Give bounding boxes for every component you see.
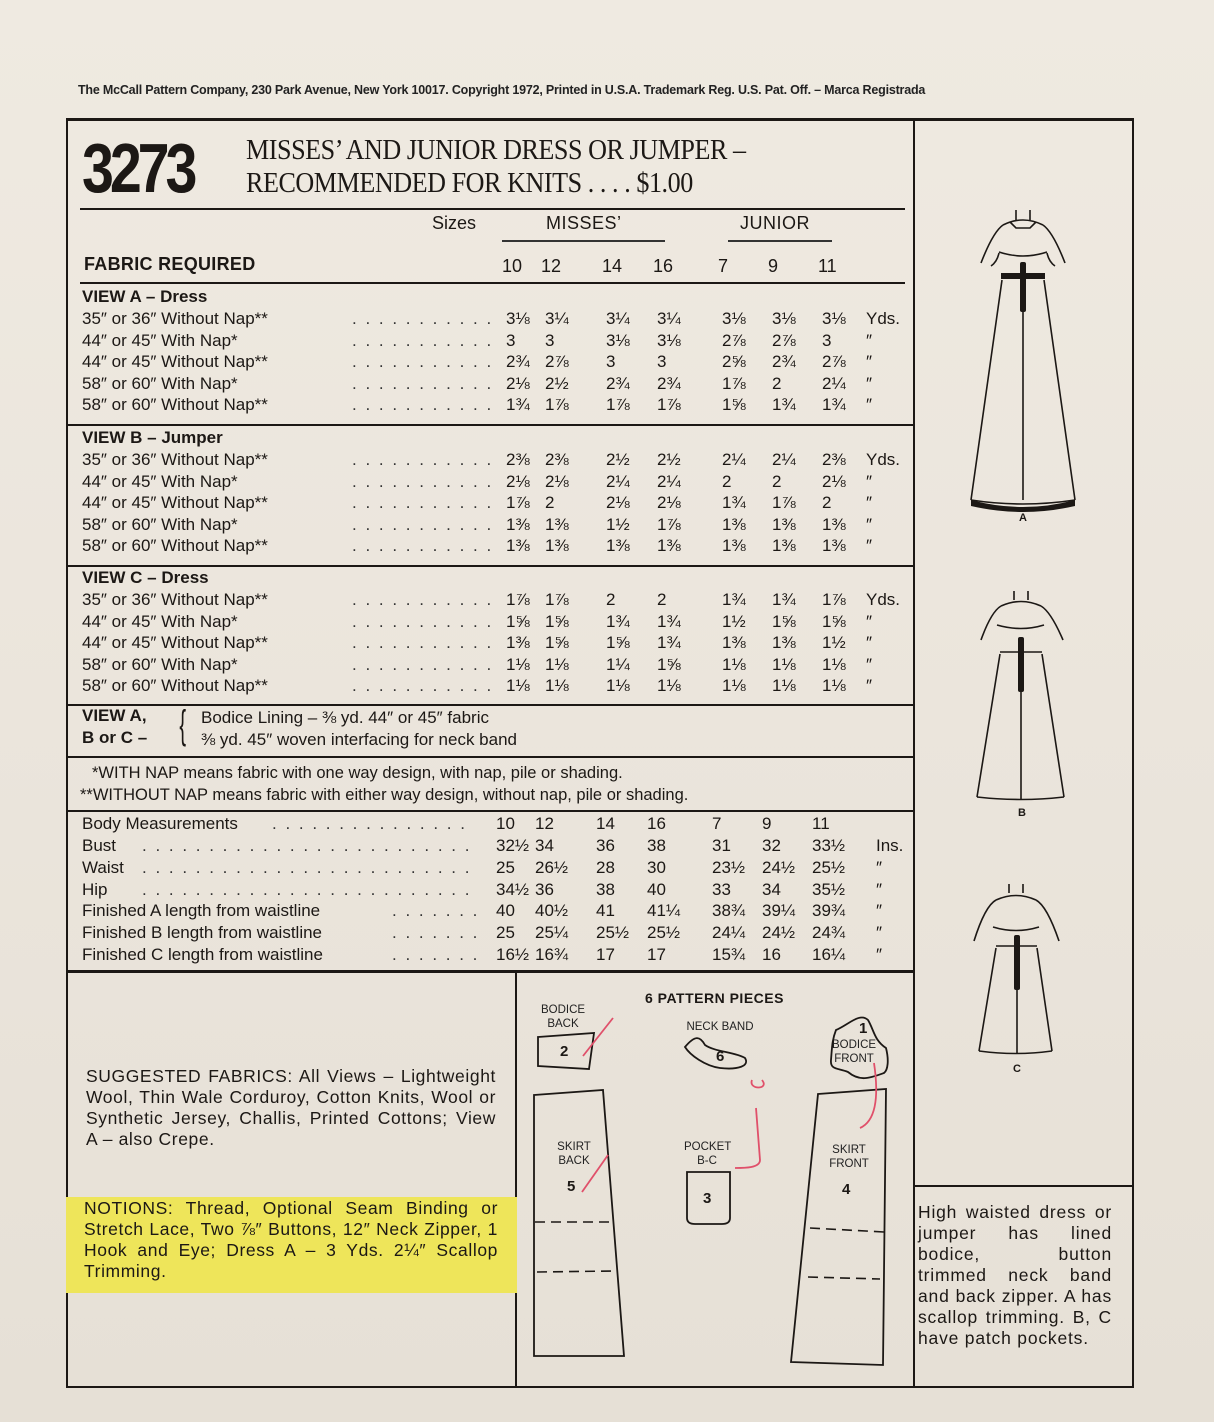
leader-dots: . . . . . . . . . . . [352,536,494,556]
misses-label: MISSES’ [546,213,622,233]
yardage-cell: 1⅞ [657,514,681,534]
measurement-cell: 38 [596,879,615,899]
measurement-cell: 34½ [496,879,530,899]
piece-number-4: 4 [842,1181,851,1198]
with-nap-note: *WITH NAP means fabric with one way design, with nap, pile or shading. [92,764,623,782]
yardage-cell: 1⅜ [822,514,846,534]
unit-label: ″ [866,395,873,415]
yardage-cell: 3 [506,330,516,350]
yardage-cell: 1¾ [772,590,796,609]
measurement-cell: 23½ [712,857,746,877]
pattern-description: High waisted dress or jumper has lined bodice, button trimmed neck band and back zipper. A has scallop trimming. B, C have patch pockets. [918,1202,1112,1348]
leader-dots: . . . . . . . . . . . [352,450,494,469]
yardage-cell: 1½ [606,514,630,534]
size-cell: 12 [535,814,554,833]
row-label: 58″ or 60″ With Nap* [82,373,238,393]
lining-line-2: ⅜ yd. 45″ woven interfacing for neck band [201,730,517,749]
row-label: 58″ or 60″ With Nap* [82,654,238,674]
yardage-cell: 1¾ [657,611,681,631]
yardage-cell: 2⅛ [657,493,681,513]
leader-dots: . . . . . . . . . . . [352,352,494,372]
leader-dots: . . . . . . . . . . . [352,395,494,415]
view-title: VIEW B – Jumper [82,428,223,447]
unit-label: ″ [876,901,883,921]
yardage-cell: 2½ [606,450,630,469]
yardage-cell: 1¾ [606,611,630,631]
yardage-cell: 3⅛ [722,309,746,328]
row-label: 35″ or 36″ Without Nap** [82,590,268,609]
yardage-cell: 1⅜ [772,536,796,556]
unit-label: ″ [876,945,883,964]
yardage-cell: 3 [606,352,616,372]
unit-label: Yds. [866,309,901,328]
yardage-cell: 3¼ [606,309,630,328]
leader-dots: . . . . . . . [392,923,480,943]
row-label: 58″ or 60″ Without Nap** [82,536,268,556]
yardage-cell: 1⅛ [606,676,630,696]
yardage-cell: 3⅛ [606,330,630,350]
row-label: Body Measurements [82,814,238,833]
size-column-header: 10 [502,256,523,276]
unit-label: Yds. [866,450,901,469]
yardage-cell: 2⅞ [772,330,796,350]
leader-dots: . . . . . . . . . . . [352,373,494,393]
unit-label: Ins. [876,836,904,855]
leader-dots: . . . . . . . . . . . [352,590,494,609]
yardage-cell: 2¾ [606,373,630,393]
row-label: Waist [82,857,124,877]
piece-number-5: 5 [567,1178,576,1195]
row-label: 44″ or 45″ Without Nap** [82,633,268,653]
skirt-front-label: SKIRT FRONT [829,1144,869,1170]
junior-label: JUNIOR [740,213,810,233]
measurement-cell: 34 [762,879,781,899]
piece-number-2: 2 [560,1043,569,1060]
view-b-dress-icon [977,591,1064,800]
leader-dots: . . . . . . . . . . . [352,654,494,674]
yardage-cell: 3⅛ [822,309,846,328]
view-b-letter: B [1018,807,1026,819]
measurement-cell: 16 [762,945,781,964]
yardage-cell: 2 [772,373,782,393]
unit-label: ″ [866,633,873,653]
size-column-header: 16 [653,256,674,276]
measurement-cell: 24¾ [812,923,846,943]
measurement-cell: 32½ [496,836,530,855]
yardage-cell: 2⅞ [822,352,846,372]
leader-dots: . . . . . . . . . . . [352,493,494,513]
yardage-cell: 1⅛ [772,654,796,674]
leader-dots: . . . . . . . . . . . . . . . [272,814,467,833]
size-cell: 10 [496,814,515,833]
yardage-cell: 3¼ [657,309,681,328]
measurement-cell: 17 [647,945,666,964]
yardage-cell: 3¼ [545,309,569,328]
row-label: Finished A length from waistline [82,901,321,921]
row-label: Hip [82,879,108,899]
row-label: Finished C length from waistline [82,945,323,964]
measurement-cell: 40½ [535,901,569,921]
measurement-cell: 31 [712,836,731,855]
yardage-cell: 3⅛ [657,330,681,350]
yardage-cell: 2⅜ [545,450,569,469]
yardage-cell: 2 [772,471,782,491]
row-label: 58″ or 60″ Without Nap** [82,676,268,696]
yardage-cell: 2⅜ [822,450,846,469]
measurement-cell: 25 [496,857,515,877]
measurement-cell: 34 [535,836,554,855]
leader-dots: . . . . . . . . . . . [352,633,494,653]
yardage-cell: 2⅛ [506,373,530,393]
yardage-cell: 1½ [722,611,746,631]
leader-dots: . . . . . . . . . . . [352,309,494,328]
yardage-cell: 2⅞ [545,352,569,372]
row-label: Bust [82,836,117,855]
without-nap-note: **WITHOUT NAP means fabric with either way design, without nap, pile or shading. [80,786,689,804]
yardage-cell: 2¾ [772,352,796,372]
row-label: 35″ or 36″ Without Nap** [82,450,268,469]
yardage-cell: 1⅝ [722,395,746,415]
title-line-1: MISSES’ AND JUNIOR DRESS OR JUMPER – [246,134,746,166]
yardage-cell: 1⅝ [657,654,681,674]
yardage-cell: 2 [657,590,667,609]
measurement-cell: 38¾ [712,901,746,921]
yardage-cell: 2¼ [606,471,630,491]
leader-dots: . . . . . . . . . . . . . . . . . . . . . . . . . [142,836,472,855]
yardage-cell: 3 [822,330,832,350]
lining-views-label-1: VIEW A, [82,706,147,725]
view-a-letter: A [1019,512,1027,524]
yardage-cell: 2 [822,493,832,513]
yardage-cell: 1⅝ [545,611,569,631]
measurement-cell: 25¼ [535,923,569,943]
measurement-cell: 24½ [762,923,796,943]
pattern-number: 3273 [82,129,194,207]
skirt-back-label: SKIRT BACK [557,1141,591,1167]
row-label: 44″ or 45″ Without Nap** [82,493,268,513]
size-column-header: 9 [768,256,779,276]
yardage-cell: 1⅞ [545,395,569,415]
yardage-cell: 2¾ [657,373,681,393]
yardage-cell: 1⅛ [545,654,569,674]
yardage-cell: 2 [606,590,616,609]
unit-label: ″ [866,352,873,372]
bodice-front-label: BODICE FRONT [831,1039,877,1065]
measurement-cell: 25½ [647,923,681,943]
yardage-cell: 1⅜ [506,536,530,556]
row-label: 58″ or 60″ Without Nap** [82,395,268,415]
yardage-cell: 1⅜ [722,514,746,534]
yardage-cell: 1⅞ [822,590,846,609]
pocket-label: POCKET B-C [684,1141,732,1167]
yardage-cell: 1⅞ [722,373,746,393]
unit-label: ″ [876,923,883,943]
measurement-cell: 30 [647,857,666,877]
leader-dots: . . . . . . . . . . . . . . . . . . . . . . . . . [142,879,472,899]
yardage-cell: 2¼ [657,471,681,491]
row-label: 44″ or 45″ With Nap* [82,611,238,631]
suggested-fabrics: SUGGESTED FABRICS: All Views – Lightweight Wool, Thin Wale Corduroy, Cotton Knits, Wool or Synthetic Jersey, Challis, Printed Cottons; View A – also Crepe. [86,1066,496,1149]
row-label: 44″ or 45″ With Nap* [82,330,238,350]
unit-label: ″ [866,514,873,534]
measurement-cell: 25½ [596,923,630,943]
unit-label: ″ [866,373,873,393]
leader-dots: . . . . . . . . . . . [352,471,494,491]
unit-label: ″ [866,493,873,513]
size-cell: 9 [762,814,772,833]
yardage-cell: 1¾ [722,590,746,609]
yardage-cell: 1¾ [822,395,846,415]
measurement-cell: 25½ [812,857,846,877]
row-label: Finished B length from waistline [82,923,323,943]
yardage-cell: 1⅛ [772,676,796,696]
brace-icon: { [179,703,187,747]
lining-views-label-2: B or C – [82,728,148,747]
measurement-cell: 26½ [535,857,569,877]
yardage-cell: 2⅛ [545,471,569,491]
yardage-cell: 3⅛ [506,309,530,328]
neck-band-label: NECK BAND [686,1021,754,1033]
measurement-cell: 17 [596,945,615,964]
title-line-2: RECOMMENDED FOR KNITS . . . . $1.00 [246,167,693,199]
yardage-cell: 2¾ [506,352,530,372]
yardage-cell: 1⅛ [722,676,746,696]
yardage-cell: 1⅜ [545,514,569,534]
leader-dots: . . . . . . . [392,901,480,921]
yardage-cell: 2½ [657,450,681,469]
yardage-cell: 1⅜ [506,633,530,653]
measurement-cell: 40 [647,879,666,899]
unit-label: ″ [866,471,873,491]
yardage-cell: 2⅝ [722,352,746,372]
size-column-header: 11 [818,256,837,276]
yardage-cell: 1⅝ [545,633,569,653]
piece-number-3: 3 [703,1190,712,1207]
pattern-pieces-title: 6 PATTERN PIECES [645,990,784,1006]
measurement-cell: 36 [535,879,554,899]
yardage-cell: 1⅜ [822,536,846,556]
leader-dots: . . . . . . . . . . . . . . . . . . . . . . . . . [142,857,472,877]
piece-number-1: 1 [859,1020,868,1037]
view-c-letter: C [1013,1063,1021,1075]
size-column-header: 7 [718,256,729,276]
measurement-cell: 35½ [812,879,846,899]
measurement-cell: 41¼ [647,901,681,921]
measurement-cell: 24½ [762,857,796,877]
leader-dots: . . . . . . . [392,945,480,964]
yardage-cell: 1⅞ [545,590,569,609]
yardage-cell: 1⅜ [506,514,530,534]
measurement-cell: 24¼ [712,923,746,943]
yardage-cell: 1¾ [506,395,530,415]
yardage-cell: 2⅜ [506,450,530,469]
view-title: VIEW C – Dress [82,568,209,587]
yardage-cell: 1¾ [772,395,796,415]
yardage-cell: 2¼ [822,373,846,393]
yardage-cell: 2⅛ [506,471,530,491]
yardage-cell: 2 [722,471,732,491]
yardage-cell: 1¾ [722,493,746,513]
yardage-cell: 1⅜ [722,633,746,653]
yardage-cell: 1¾ [657,633,681,653]
measurement-cell: 28 [596,857,615,877]
unit-label: ″ [876,857,883,877]
bodice-back-label: BODICE BACK [540,1004,586,1030]
view-a-dress-icon [971,210,1075,504]
yardage-cell: 1¼ [606,654,630,674]
size-cell: 16 [647,814,666,833]
yardage-cell: 1⅜ [606,536,630,556]
leader-dots: . . . . . . . . . . . [352,330,494,350]
yardage-cell: 2⅞ [722,330,746,350]
yardage-cell: 1⅛ [657,676,681,696]
yardage-cell: 2 [545,493,555,513]
measurement-cell: 16¾ [535,945,569,964]
size-column-header: 14 [602,256,623,276]
view-title: VIEW A – Dress [82,287,208,306]
unit-label: ″ [866,654,873,674]
yardage-cell: 1⅜ [772,633,796,653]
yardage-cell: 2⅛ [606,493,630,513]
size-cell: 11 [812,814,830,833]
fabric-required-label: FABRIC REQUIRED [84,254,256,274]
unit-label: ″ [866,676,873,696]
size-cell: 14 [596,814,615,833]
unit-label: ″ [866,536,873,556]
yardage-cell: 1⅜ [545,536,569,556]
sizes-label: Sizes [432,213,477,233]
yardage-cell: 1⅞ [506,493,530,513]
unit-label: Yds. [866,590,901,609]
measurement-cell: 32 [762,836,781,855]
yardage-cell: 1½ [822,633,846,653]
measurement-cell: 16¼ [812,945,846,964]
leader-dots: . . . . . . . . . . . [352,514,494,534]
size-cell: 7 [712,814,722,833]
yardage-cell: 1⅛ [722,654,746,674]
yardage-cell: 3 [657,352,667,372]
unit-label: ″ [876,879,883,899]
yardage-cell: 2¼ [772,450,796,469]
piece-number-6: 6 [716,1048,725,1065]
measurement-cell: 41 [596,901,615,921]
yardage-cell: 1⅝ [506,611,530,631]
unit-label: ″ [866,330,873,350]
yardage-cell: 2¼ [722,450,746,469]
yardage-cell: 1⅛ [506,676,530,696]
yardage-cell: 3⅛ [772,309,796,328]
measurement-cell: 33 [712,879,731,899]
row-label: 35″ or 36″ Without Nap** [82,309,268,328]
lining-line-1: Bodice Lining – ⅜ yd. 44″ or 45″ fabric [201,708,489,727]
measurement-cell: 16½ [496,945,530,964]
yardage-cell: 1⅝ [822,611,846,631]
yardage-cell: 1⅛ [506,654,530,674]
yardage-cell: 1⅜ [772,514,796,534]
yardage-cell: 2½ [545,373,569,393]
unit-label: ″ [866,611,873,631]
yardage-cell: 1⅜ [657,536,681,556]
measurement-cell: 33½ [812,836,846,855]
yardage-cell: 1⅞ [657,395,681,415]
size-column-header: 12 [541,256,562,276]
leader-dots: . . . . . . . . . . . [352,676,494,696]
yardage-cell: 1⅛ [822,654,846,674]
yardage-cell: 1⅛ [822,676,846,696]
row-label: 58″ or 60″ With Nap* [82,514,238,534]
yardage-cell: 1⅞ [772,493,796,513]
yardage-cell: 1⅛ [545,676,569,696]
yardage-cell: 2⅛ [822,471,846,491]
yardage-cell: 1⅜ [722,536,746,556]
yardage-cell: 1⅞ [506,590,530,609]
measurement-cell: 40 [496,901,515,921]
notions: NOTIONS: Thread, Optional Seam Binding or Stretch Lace, Two ⅞″ Buttons, 12″ Neck Zipper, 1 Hook and Eye; Dress A – 3 Yds. 2¼″ Scallop Trimming. [84,1198,498,1281]
measurement-cell: 39¾ [812,901,846,921]
yardage-cell: 3 [545,330,555,350]
measurement-cell: 36 [596,836,615,855]
measurement-cell: 25 [496,923,515,943]
measurement-cell: 39¼ [762,901,796,921]
row-label: 44″ or 45″ With Nap* [82,471,238,491]
copyright-line: The McCall Pattern Company, 230 Park Avenue, New York 10017. Copyright 1972, Printed in U.S.A. Trademark Reg. U.S. Pat. Off. – Marca Registrada [78,83,926,97]
measurement-cell: 38 [647,836,666,855]
yardage-cell: 1⅝ [772,611,796,631]
yardage-cell: 1⅝ [606,633,630,653]
leader-dots: . . . . . . . . . . . [352,611,494,631]
measurement-cell: 15¾ [712,945,746,964]
yardage-cell: 1⅞ [606,395,630,415]
row-label: 44″ or 45″ Without Nap** [82,352,268,372]
